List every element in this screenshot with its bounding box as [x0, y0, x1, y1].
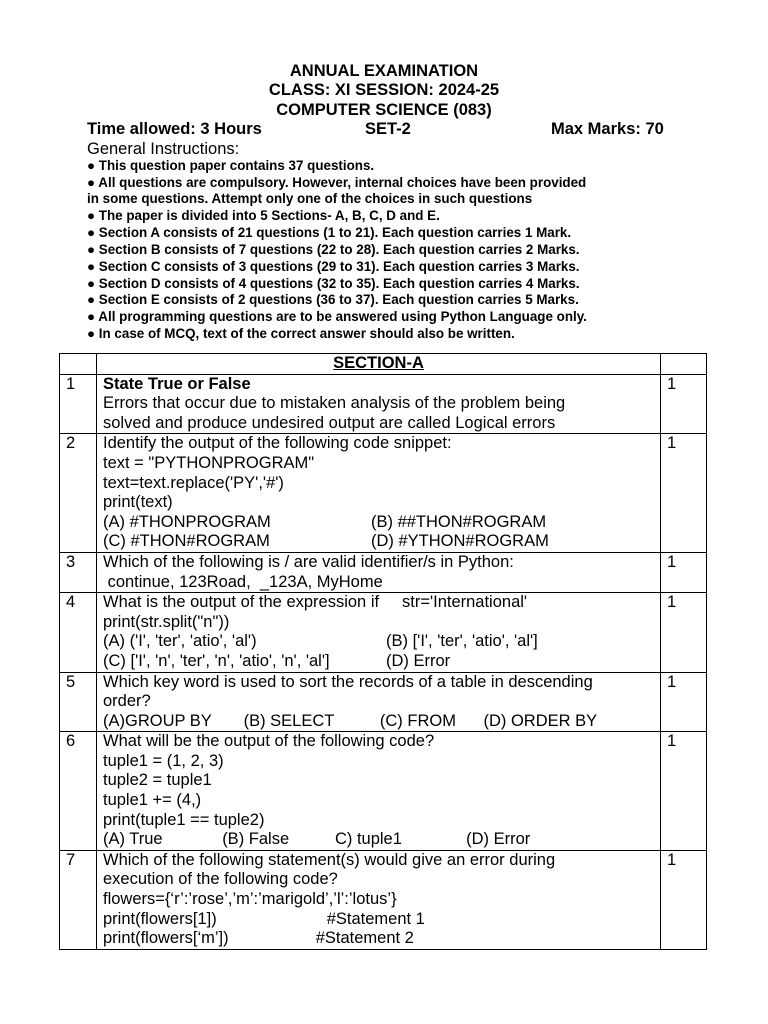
- question-row: [60, 672, 707, 732]
- question-line: What will be the output of the following code?: [103, 732, 435, 751]
- question-marks: 1: [661, 434, 707, 553]
- question-number: 6: [60, 732, 97, 851]
- max-marks: Max Marks: 70: [551, 120, 664, 138]
- question-text: [97, 552, 661, 592]
- instruction-item: ● In case of MCQ, text of the correct answer should also be written.: [87, 326, 515, 341]
- question-line: (A) True (B) False C) tuple1 (D) Error: [103, 830, 531, 849]
- option: (B) ##THON#ROGRAM: [371, 512, 547, 531]
- question-line: print(flowers[‘m’]) #Statement 2: [103, 929, 414, 948]
- exam-title: ANNUAL EXAMINATION: [289, 62, 479, 80]
- question-line: print(text): [103, 493, 173, 512]
- option-row: [103, 513, 654, 533]
- question-marks: 1: [661, 672, 707, 732]
- option: (A) #THONPROGRAM: [103, 512, 271, 531]
- option-row: [103, 632, 654, 652]
- question-number: 4: [60, 593, 97, 672]
- set-number: SET-2: [365, 120, 411, 138]
- time-allowed: Time allowed: 3 Hours: [87, 120, 262, 138]
- option: (D) Error: [386, 651, 451, 670]
- question-number: 1: [60, 374, 97, 434]
- instruction-item: ● Section D consists of 4 questions (32 to 35). Each question carries 4 Marks.: [87, 276, 580, 291]
- question-line: What is the output of the expression if str='International': [103, 593, 528, 612]
- question-line: continue, 123Road, _123A, MyHome: [103, 572, 383, 591]
- questions-table: [59, 353, 707, 950]
- question-line: tuple2 = tuple1: [103, 771, 212, 790]
- option: (C) #THON#ROGRAM: [103, 532, 270, 551]
- option: (C) ['I', 'n', 'ter', 'n', 'atio', 'n', 'al']: [103, 651, 330, 670]
- instruction-item: ● Section B consists of 7 questions (22 to 28). Each question carries 2 Marks.: [87, 242, 580, 257]
- question-number: 7: [60, 850, 97, 949]
- question-number: 5: [60, 672, 97, 732]
- question-line: execution of the following code?: [103, 870, 338, 889]
- instruction-item: ● Section E consists of 2 questions (36 to 37). Each question carries 5 Marks.: [87, 292, 579, 307]
- question-line: Identify the output of the following code snippet:: [103, 434, 452, 453]
- question-marks: 1: [661, 374, 707, 434]
- question-line: tuple1 = (1, 2, 3): [103, 751, 224, 770]
- question-row: [60, 850, 707, 949]
- question-row: [60, 374, 707, 434]
- question-marks: 1: [661, 850, 707, 949]
- option: (D) #YTHON#ROGRAM: [371, 532, 549, 551]
- option: (B) ['I', 'ter', 'atio', 'al']: [386, 632, 538, 651]
- instruction-item: ● Section A consists of 21 questions (1 to 21). Each question carries 1 Mark.: [87, 225, 572, 240]
- question-line: Which of the following is / are valid identifier/s in Python:: [103, 552, 514, 571]
- question-line: order?: [103, 692, 151, 711]
- question-row: [60, 732, 707, 851]
- section-title: SECTION-A: [97, 354, 661, 375]
- section-header-row: [60, 354, 707, 375]
- question-label: State True or False: [103, 374, 251, 393]
- question-line: Which of the following statement(s) would give an error during: [103, 850, 556, 869]
- question-row: [60, 593, 707, 672]
- question-number: 2: [60, 434, 97, 553]
- question-row: [60, 552, 707, 592]
- question-line: print(flowers[1]) #Statement 1: [103, 909, 425, 928]
- instruction-item: ● The paper is divided into 5 Sections- A, B, C, D and E.: [87, 208, 440, 223]
- question-number: 3: [60, 552, 97, 592]
- instruction-item: in some questions. Attempt only one of the choices in such questions: [87, 191, 533, 206]
- question-text: [97, 732, 661, 851]
- option-row: [103, 652, 654, 672]
- subject-title: COMPUTER SCIENCE (083): [276, 101, 492, 119]
- question-line: flowers={‘r’:’rose’,’m’:’marigold’,’l’:’lotus’}: [103, 890, 397, 909]
- question-marks: 1: [661, 732, 707, 851]
- question-line: Errors that occur due to mistaken analysis of the problem being: [103, 394, 566, 413]
- question-line: print(str.split("n")): [103, 612, 230, 631]
- question-line: text=text.replace('PY','#'): [103, 473, 284, 492]
- question-text: [97, 374, 661, 434]
- question-line: tuple1 += (4,): [103, 791, 202, 810]
- instruction-item: ● This question paper contains 37 questions.: [87, 158, 375, 173]
- question-text: [97, 434, 661, 553]
- instruction-item: ● All programming questions are to be answered using Python Language only.: [87, 309, 587, 324]
- question-line: solved and produce undesired output are called Logical errors: [103, 413, 556, 432]
- question-text: [97, 850, 661, 949]
- question-marks: 1: [661, 552, 707, 592]
- question-line: text = "PYTHONPROGRAM": [103, 453, 315, 472]
- question-line: print(tuple1 == tuple2): [103, 810, 265, 829]
- class-session: CLASS: XI SESSION: 2024-25: [268, 81, 500, 99]
- option-row: [103, 532, 654, 552]
- question-marks: 1: [661, 593, 707, 672]
- option: (A) ('I', 'ter', 'atio', 'al'): [103, 632, 257, 651]
- question-line: (A)GROUP BY (B) SELECT (C) FROM (D) ORDER BY: [103, 711, 598, 730]
- question-text: [97, 593, 661, 672]
- instruction-item: ● Section C consists of 3 questions (29 to 31). Each question carries 3 Marks.: [87, 259, 580, 274]
- instructions-title: General Instructions:: [87, 140, 240, 158]
- question-text: [97, 672, 661, 732]
- instruction-item: ● All questions are compulsory. However, internal choices have been provided: [87, 175, 587, 190]
- question-row: [60, 434, 707, 553]
- question-line: Which key word is used to sort the records of a table in descending: [103, 672, 593, 691]
